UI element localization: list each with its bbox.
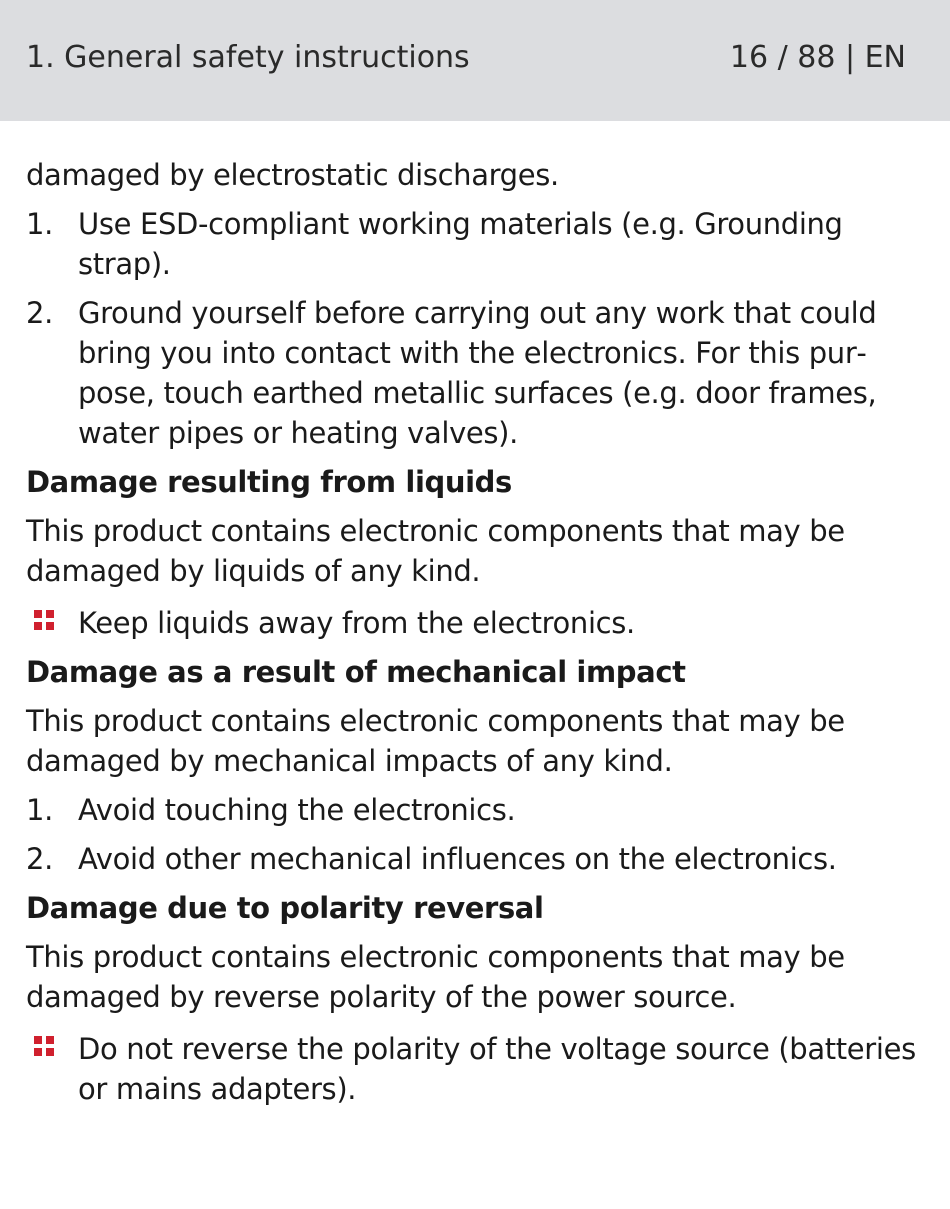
section-heading: Damage resulting from liquids [26, 465, 512, 499]
bullet-text: Keep liquids away from the electronics. [78, 606, 635, 640]
list-number: 1. [26, 793, 53, 827]
paragraph: This product contains electronic components that may be damaged by liquids of any kind. [26, 514, 845, 588]
section-heading: Damage due to polarity reversal [26, 891, 544, 925]
list-item [26, 293, 924, 453]
instruction-bullet [26, 1029, 924, 1109]
list-item [26, 204, 924, 284]
list-number: 1. [26, 207, 53, 241]
list-text: Use ESD-compliant working materials (e.g. Grounding strap). [78, 207, 843, 281]
paragraph: This product contains electronic components that may be damaged by mechanical impacts of any kind. [26, 704, 845, 778]
section-heading: Damage as a result of mechanical impact [26, 655, 686, 689]
page-header [0, 0, 950, 121]
list-number: 2. [26, 296, 53, 330]
list-text: Avoid other mechanical influences on the electronics. [78, 842, 837, 876]
page-indicator: 16 / 88 | EN [729, 40, 906, 75]
section-title: 1. General safety instructions [26, 40, 470, 75]
paragraph: This product contains electronic components that may be damaged by reverse polarity of the power source. [26, 940, 845, 1014]
continuation-text: damaged by electrostatic discharges. [26, 158, 559, 192]
red-square-bullet-icon [26, 603, 78, 643]
document-body [0, 155, 950, 1109]
instruction-bullet [26, 603, 924, 643]
list-text: Avoid touching the electronics. [78, 793, 516, 827]
list-item [26, 839, 924, 879]
list-text: Ground yourself before carrying out any work that could bring you into contact with the electronics. For this purpose, touch earthed metallic surfaces (e.g. door frames, water pipes or heating valves). [78, 296, 877, 450]
list-number: 2. [26, 842, 53, 876]
bullet-text: Do not reverse the polarity of the voltage source (batteries or mains adapters). [78, 1032, 916, 1106]
red-square-bullet-icon [26, 1029, 78, 1109]
list-item [26, 790, 924, 830]
